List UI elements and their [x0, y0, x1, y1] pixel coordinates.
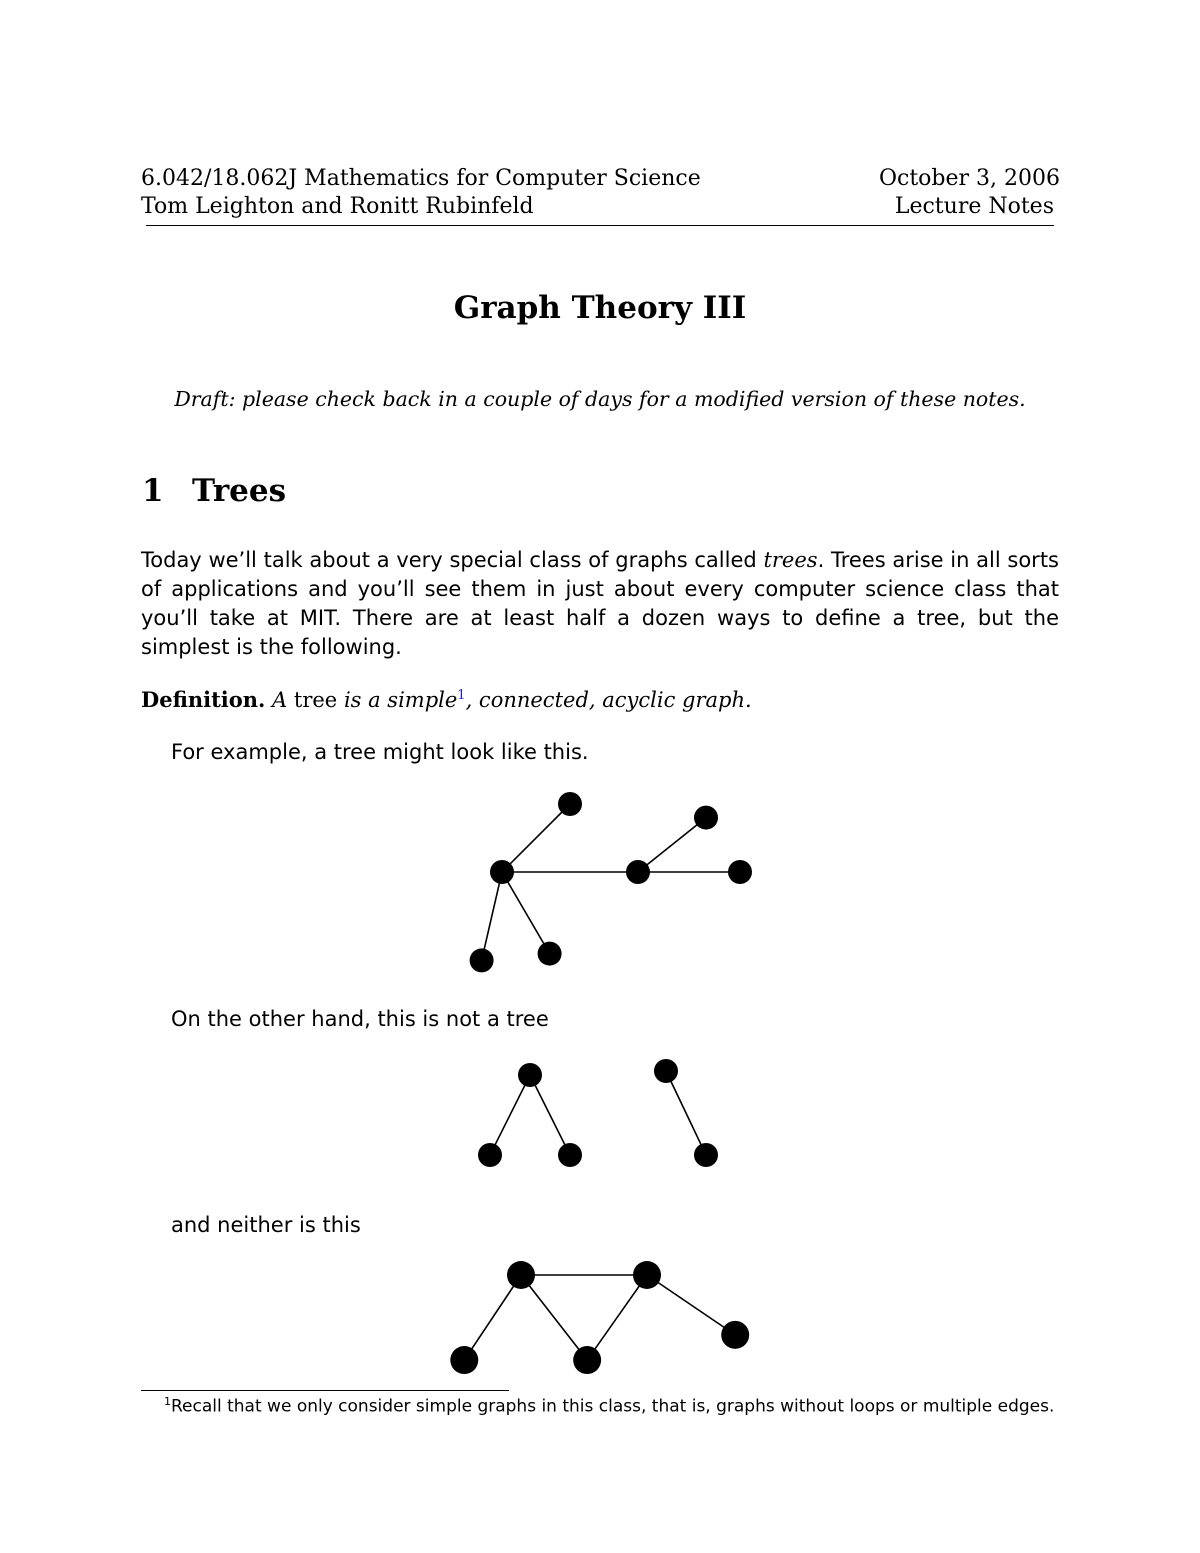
graph-node: [558, 1143, 582, 1167]
graph-edge: [530, 1075, 570, 1155]
graph-node: [694, 806, 718, 830]
graph-node: [478, 1143, 502, 1167]
graph-edge: [666, 1071, 706, 1155]
graph-edge: [490, 1075, 530, 1155]
lecture-date: October 3, 2006: [878, 166, 1060, 191]
not-tree-text: On the other hand, this is not a tree: [171, 1007, 549, 1031]
footnote-rule: [141, 1390, 509, 1391]
header-rule: [146, 225, 1054, 226]
cyclic-figure: [430, 1255, 770, 1385]
footnote: [164, 1395, 1054, 1417]
graph-node: [490, 860, 514, 884]
graph-node: [470, 948, 494, 972]
intro-text-1: Today we’ll talk about a very special class of graphs called: [141, 548, 764, 572]
doc-type: Lecture Notes: [894, 194, 1054, 219]
footnote-mark: 1: [164, 1395, 171, 1408]
graph-node: [507, 1261, 535, 1289]
graph-node: [728, 860, 752, 884]
graph-node: [450, 1346, 478, 1374]
graph-edge: [521, 1275, 587, 1360]
page-title: Graph Theory III: [453, 290, 747, 326]
graph-edge: [482, 872, 502, 960]
section-title: Trees: [192, 473, 287, 509]
forest-graph: [478, 1059, 718, 1167]
graph-edge: [502, 804, 570, 872]
definition-lead: A: [272, 688, 288, 712]
graph-node: [694, 1143, 718, 1167]
definition-rest: , connected, acyclic graph.: [465, 688, 752, 712]
graph-node: [721, 1321, 749, 1349]
graph-edge: [464, 1275, 521, 1360]
graph-node: [633, 1261, 661, 1289]
intro-paragraph: [141, 546, 1059, 662]
section-heading: [142, 473, 286, 509]
cyclic-graph: [450, 1261, 749, 1374]
draft-note: Draft: please check back in a couple of days for a modified version of these notes.: [174, 387, 1026, 411]
course-title: 6.042/18.062J Mathematics for Computer Science: [141, 166, 701, 191]
section-number: 1: [142, 473, 164, 509]
definition-mid: is a simple: [343, 688, 458, 712]
neither-text: and neither is this: [171, 1213, 361, 1237]
graph-edge: [638, 818, 706, 872]
definition: [141, 681, 752, 715]
graph-edge: [587, 1275, 647, 1360]
graph-node: [573, 1346, 601, 1374]
graph-edge: [647, 1275, 735, 1335]
graph-node: [626, 860, 650, 884]
tree-figure: [440, 780, 780, 980]
authors: Tom Leighton and Ronitt Rubinfeld: [141, 194, 534, 219]
tree-graph: [470, 792, 752, 972]
graph-edge: [502, 872, 550, 954]
footnote-ref[interactable]: 1: [457, 688, 466, 703]
graph-node: [654, 1059, 678, 1083]
intro-text-2: . Trees arise in all sorts of applications and you’ll see them in just about every computer science class that you’ll take at MIT. There are at least half a dozen ways to define a tree, but the simplest is the following.: [141, 548, 1059, 659]
graph-node: [518, 1063, 542, 1087]
definition-term: tree: [293, 688, 338, 712]
graph-node: [558, 792, 582, 816]
definition-label: Definition.: [141, 687, 266, 712]
graph-node: [538, 942, 562, 966]
intro-emphasis: trees: [763, 548, 818, 572]
example-text: For example, a tree might look like this.: [171, 740, 589, 764]
footnote-text: Recall that we only consider simple graphs in this class, that is, graphs without loops or multiple edges.: [171, 1396, 1055, 1417]
forest-figure: [460, 1050, 750, 1180]
